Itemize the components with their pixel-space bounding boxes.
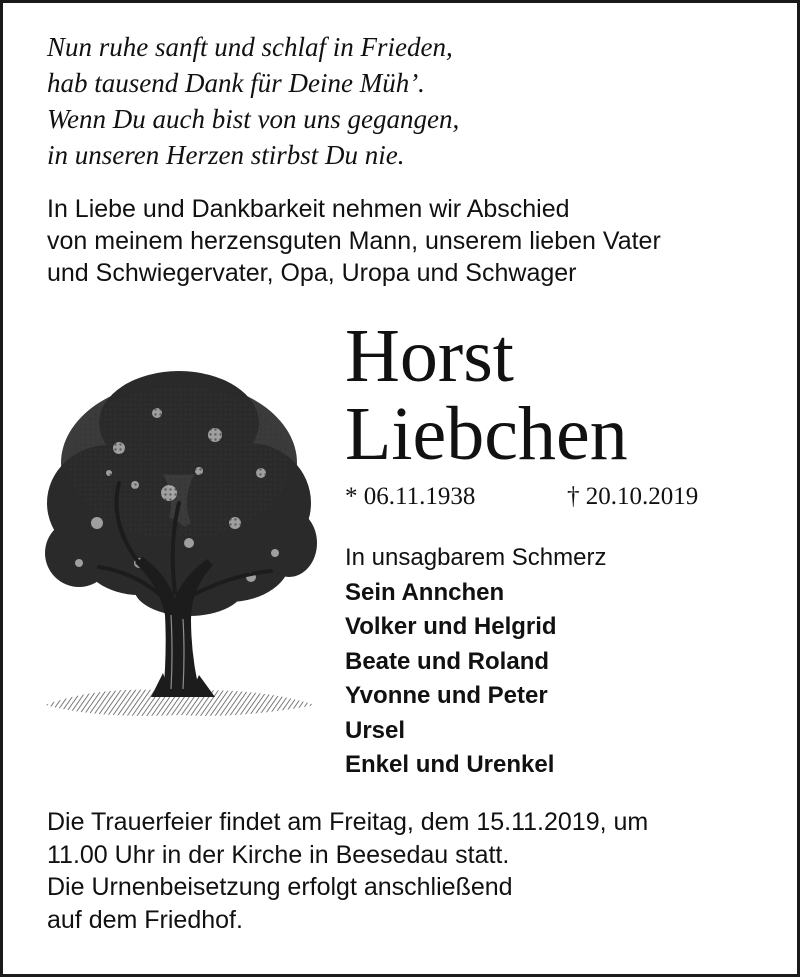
deceased-name (345, 314, 628, 476)
memorial-poem (47, 29, 459, 173)
poem-line: Nun ruhe sanft und schlaf in Frieden, (47, 32, 453, 62)
intro-line: und Schwiegervater, Opa, Uropa und Schwager (47, 259, 577, 287)
birth-date: * 06.11.1938 (345, 483, 476, 510)
mourner-name: Sein Annchen (345, 578, 505, 606)
intro-line: von meinem herzensguten Mann, unserem lieben Vater (47, 227, 661, 255)
oak-tree-icon (39, 353, 321, 725)
death-date: † 20.10.2019 (567, 483, 699, 510)
first-name: Horst (345, 314, 514, 398)
service-line: 11.00 Uhr in der Kirche in Beesedau statt. (47, 840, 510, 869)
farewell-intro (47, 193, 661, 289)
life-dates (345, 481, 699, 513)
poem-line: hab tausend Dank für Deine Müh’. (47, 68, 425, 98)
mourners-list (345, 541, 606, 783)
mourner-name: Beate und Roland (345, 647, 550, 675)
service-line: Die Urnenbeisetzung erfolgt anschließend (47, 873, 513, 901)
funeral-service-info (47, 806, 648, 936)
mourner-name: Ursel (345, 716, 406, 744)
service-line: Die Trauerfeier findet am Freitag, dem 15.11.2019, um (47, 808, 649, 836)
intro-line: In Liebe und Dankbarkeit nehmen wir Abschied (47, 195, 570, 223)
mourner-name: Volker und Helgrid (345, 613, 557, 640)
mourner-name: Yvonne und Peter (345, 682, 548, 709)
mourners-lead: In unsagbarem Schmerz (345, 544, 607, 571)
last-name: Liebchen (345, 392, 628, 476)
poem-line: Wenn Du auch bist von uns gegangen, (47, 104, 460, 134)
service-line: auf dem Friedhof. (47, 905, 243, 934)
mourner-name: Enkel und Urenkel (345, 751, 555, 778)
poem-line: in unseren Herzen stirbst Du nie. (47, 140, 405, 170)
